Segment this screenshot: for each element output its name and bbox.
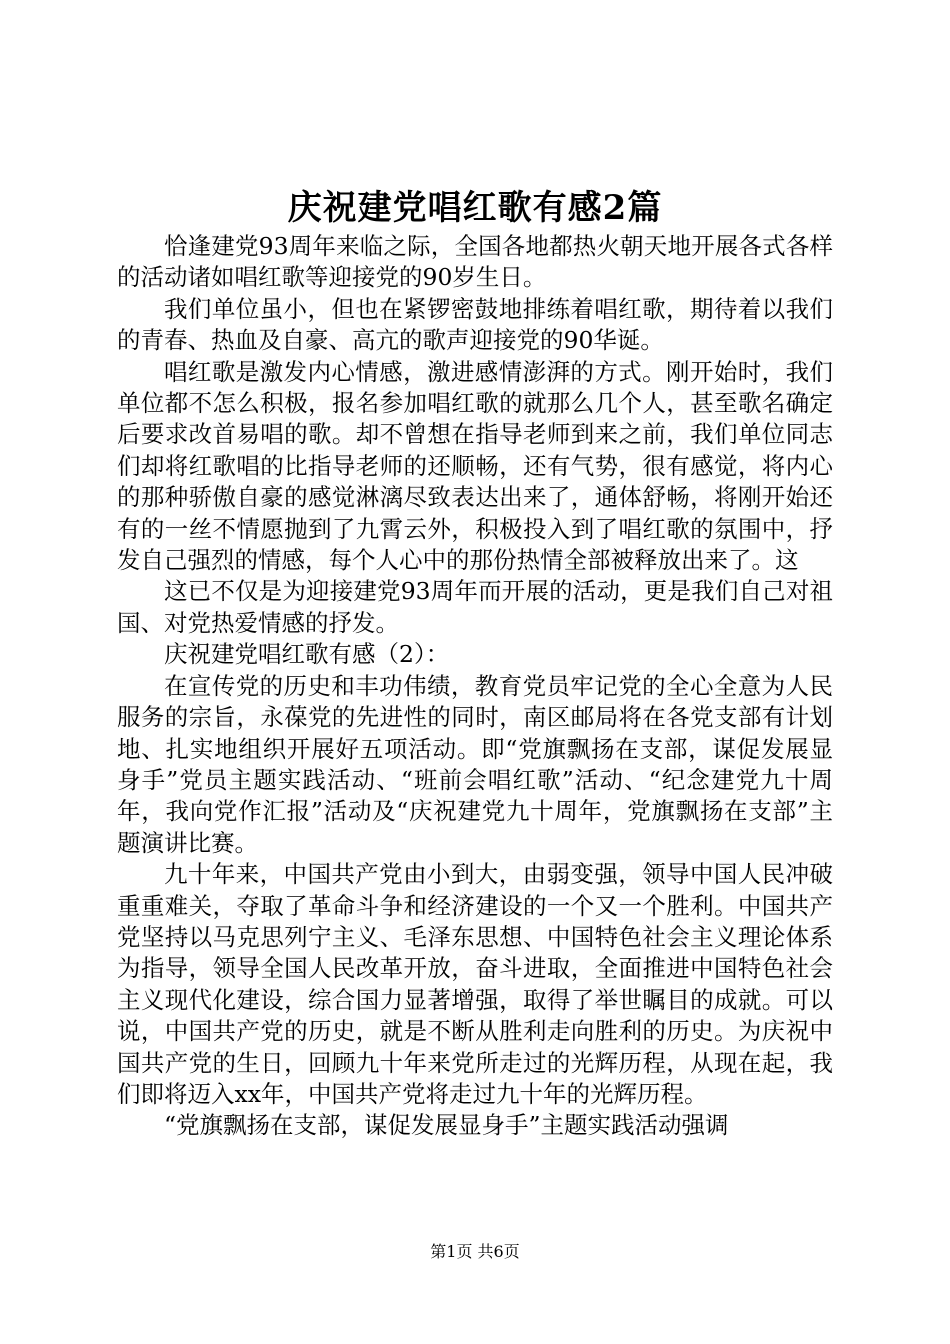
paragraph: 九十年来，中国共产党由小到大，由弱变强，领导中国人民冲破重重难关，夺取了革命斗争和经济建设的一个又一个胜利。中国共产党坚持以马克思列宁主义、毛泽东思想、中国特色社会主义理论体系为指导，领导全国人民改革开放，奋斗进取，全面推进中国特色社会主义现代化建设，综合国力显著增强，取得了举世瞩目的成就。可以说，中国共产党的历史，就是不断从胜利走向胜利的历史。为庆祝中国共产党的生日，回顾九十年来党所走过的光辉历程，从现在起，我们即将迈入xx年，中国共产党将走过九十年的光辉历程。 [117, 860, 833, 1108]
paragraph: 我们单位虽小，但也在紧锣密鼓地排练着唱红歌，期待着以我们的青春、热血及自豪、高亢的歌声迎接党的90华诞。 [117, 294, 833, 355]
document-title: 庆祝建党唱红歌有感2篇 [287, 188, 663, 228]
paragraph: “党旗飘扬在支部，谋促发展显身手”主题实践活动强调 [164, 1111, 729, 1140]
paragraph: 唱红歌是激发内心情感，激进感情澎湃的方式。刚开始时，我们单位都不怎么积极，报名参加唱红歌的就那么几个人，甚至歌名确定后要求改首易唱的歌。却不曾想在指导老师到来之前，我们单位同志们却将红歌唱的比指导老师的还顺畅，还有气势，很有感觉，将内心的那种骄傲自豪的感觉淋漓尽致表达出来了，通体舒畅，将刚开始还有的一丝不情愿抛到了九霄云外，积极投入到了唱红歌的氛围中，抒发自己强烈的情感，每个人心中的那份热情全部被释放出来了。这 [117, 357, 833, 575]
section-heading: 庆祝建党唱红歌有感（2）： [164, 640, 450, 669]
document-body [117, 231, 833, 1142]
page-number: 第1页 共6页 [430, 1242, 520, 1261]
paragraph: 恰逢建党93周年来临之际，全国各地都热火朝天地开展各式各样的活动诸如唱红歌等迎接党的90岁生日。 [117, 232, 833, 292]
paragraph: 这已不仅是为迎接建党93周年而开展的活动，更是我们自己对祖国、对党热爱情感的抒发。 [117, 577, 833, 637]
paragraph: 在宣传党的历史和丰功伟绩，教育党员牢记党的全心全意为人民服务的宗旨，永葆党的先进性的同时，南区邮局将在各党支部有计划地、扎实地组织开展好五项活动。即“党旗飘扬在支部，谋促发展显身手”党员主题实践活动、“班前会唱红歌”活动、“纪念建党九十周年，我向党作汇报”活动及“庆祝建党九十周年，党旗飘扬在支部”主题演讲比赛。 [117, 671, 833, 857]
